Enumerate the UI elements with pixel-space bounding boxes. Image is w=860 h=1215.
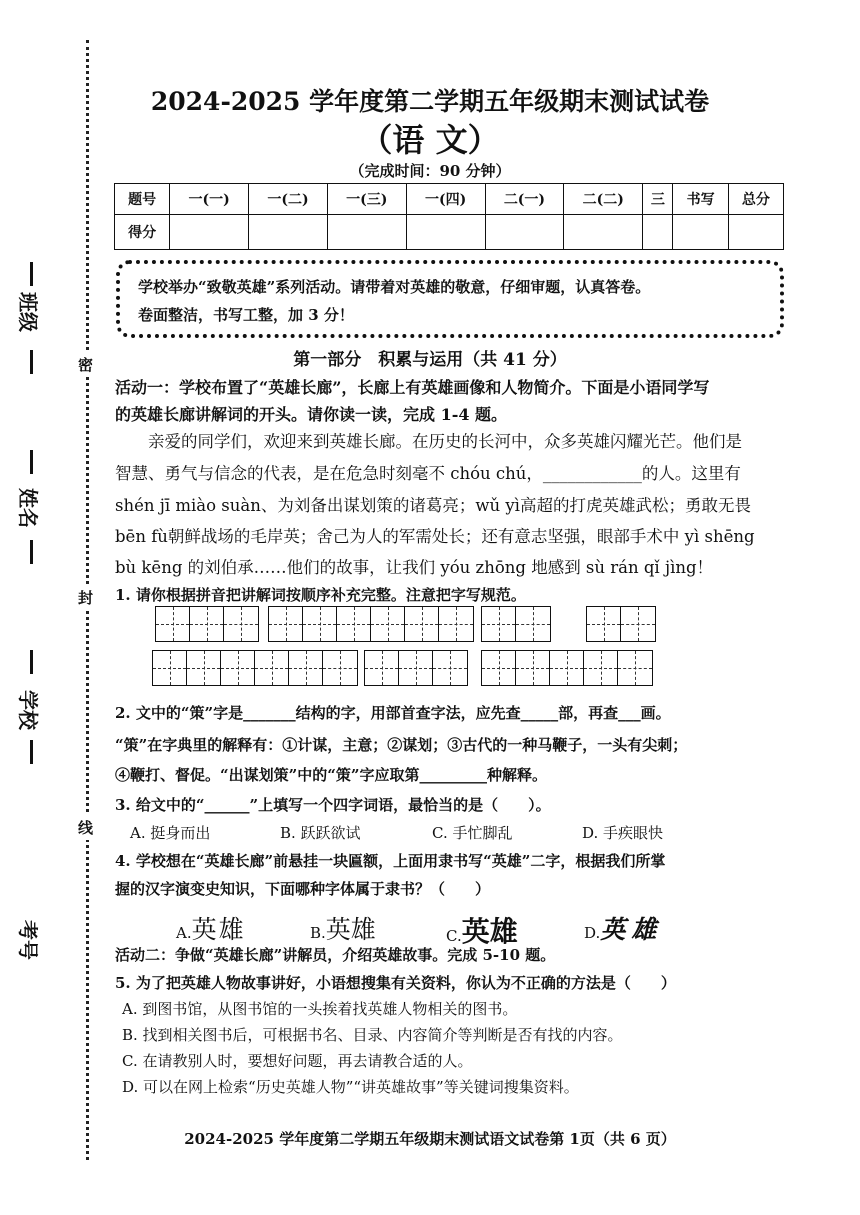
- grid-cell[interactable]: [371, 607, 405, 641]
- score-table-score-row: [115, 215, 784, 250]
- q4-option-a[interactable]: [176, 910, 246, 946]
- score-header-cell: 题号: [115, 184, 170, 215]
- grid-cell[interactable]: [482, 651, 516, 685]
- answer-grid-wuyi[interactable]: [481, 606, 551, 642]
- question-5: 5. 为了把英雄人物故事讲好，小语想搜集有关资料，你认为不正确的方法是（ ）: [115, 974, 676, 992]
- grid-cell[interactable]: [221, 651, 255, 685]
- q5-option-b[interactable]: B. 找到相关图书后，可根据书名、目录、内容简介等判断是否有找的内容。: [122, 1026, 623, 1044]
- binding-mark-xian: 线: [78, 815, 93, 840]
- q3-option-d[interactable]: D. 手疾眼快: [582, 824, 664, 842]
- passage-line-4: bēn fù朝鲜战场的毛岸英；舍己为人的军需处长；还有意志坚强，眼部手术中 yì shēng: [115, 527, 755, 546]
- grid-cell[interactable]: [153, 651, 187, 685]
- q5-option-d[interactable]: D. 可以在网上检索“历史英雄人物”“讲英雄故事”等关键词搜集资料。: [122, 1078, 579, 1096]
- score-cell[interactable]: [406, 215, 485, 250]
- school-field-line-2[interactable]: [30, 740, 33, 764]
- answer-grid-youzhong[interactable]: [364, 650, 468, 686]
- answer-grid-shenjimiaosuan[interactable]: [268, 606, 474, 642]
- score-cell[interactable]: [728, 215, 783, 250]
- grid-cell[interactable]: [405, 607, 439, 641]
- score-header-cell: 三: [643, 184, 673, 215]
- grid-cell[interactable]: [365, 651, 399, 685]
- part1-heading: 第一部分 积累与运用（共 41 分）: [293, 350, 567, 370]
- notice-line-1: 学校举办“致敬英雄”系列活动。请带着对英雄的敬意，仔细审题，认真答卷。: [138, 278, 651, 296]
- grid-cell[interactable]: [516, 651, 550, 685]
- q4-option-c-glyph: 英雄: [461, 915, 518, 948]
- q3-option-b[interactable]: B. 跃跃欲试: [280, 824, 361, 842]
- question-4-line-2: 握的汉字演变史知识，下面哪种字体属于隶书？（ ）: [115, 880, 491, 898]
- score-header-cell: 二(一): [485, 184, 564, 215]
- exam-subject: （语 文）: [360, 121, 500, 159]
- grid-cell[interactable]: [587, 607, 621, 641]
- grid-cell[interactable]: [156, 607, 190, 641]
- q5-option-c[interactable]: C. 在请教别人时，要想好问题，再去请教合适的人。: [122, 1052, 473, 1070]
- school-label: 学校: [16, 690, 40, 730]
- question-2-line-1: 2. 文中的“策”字是_______结构的字，用部首查字法，应先查_____部，再查___画。: [115, 704, 671, 722]
- score-table: [114, 183, 784, 250]
- grid-cell[interactable]: [621, 607, 655, 641]
- grid-cell[interactable]: [289, 651, 323, 685]
- question-1: 1. 请你根据拼音把讲解词按顺序补充完整。注意把字写规范。: [115, 586, 526, 604]
- q4-option-a-glyph: 英雄: [191, 915, 246, 944]
- grid-cell[interactable]: [439, 607, 473, 641]
- score-header-cell: 一(一): [170, 184, 249, 215]
- grid-cell[interactable]: [224, 607, 258, 641]
- grid-cell[interactable]: [433, 651, 467, 685]
- q3-option-c[interactable]: C. 手忙脚乱: [432, 824, 513, 842]
- q4-option-d[interactable]: [584, 910, 662, 946]
- passage-line-5: bù kēng 的刘伯承……他们的故事，让我们 yóu zhōng 地感到 sù rán qǐ jìng！: [115, 558, 714, 577]
- passage-line-1: 亲爱的同学们，欢迎来到英雄长廊。在历史的长河中，众多英雄闪耀光芒。他们是: [115, 432, 742, 451]
- score-cell[interactable]: [673, 215, 728, 250]
- grid-cell[interactable]: [337, 607, 371, 641]
- school-field-line[interactable]: [30, 650, 33, 674]
- grid-cell[interactable]: [482, 607, 516, 641]
- score-header-cell: 一(二): [249, 184, 328, 215]
- q5-option-a[interactable]: A. 到图书馆，从图书馆的一头挨着找英雄人物相关的图书。: [122, 1000, 518, 1018]
- grid-cell[interactable]: [187, 651, 221, 685]
- binding-mark-mi: 密: [78, 352, 93, 377]
- score-cell[interactable]: [643, 215, 673, 250]
- q3-option-a[interactable]: A. 挺身而出: [130, 824, 211, 842]
- score-cell[interactable]: [485, 215, 564, 250]
- q4-option-a-letter: A.: [176, 924, 192, 942]
- answer-grid-benfu[interactable]: [586, 606, 656, 642]
- notice-box: [116, 260, 784, 338]
- grid-cell[interactable]: [323, 651, 357, 685]
- activity1-line-1: 活动一：学校布置了“英雄长廊”，长廊上有英雄画像和人物简介。下面是小语同学写: [115, 378, 710, 397]
- grid-cell[interactable]: [255, 651, 289, 685]
- passage-line-2: 智慧、勇气与信念的代表，是在危急时刻毫不 chóu chú，____________的人。这里有: [115, 464, 741, 483]
- grid-cell[interactable]: [516, 607, 550, 641]
- class-label: 班级: [16, 292, 40, 332]
- name-label: 姓名: [16, 488, 40, 528]
- question-2-line-3: ④鞭打、督促。“出谋划策”中的“策”字应取第_________种解释。: [115, 766, 548, 784]
- grid-cell[interactable]: [190, 607, 224, 641]
- score-cell[interactable]: [327, 215, 406, 250]
- grid-cell[interactable]: [303, 607, 337, 641]
- page-footer: 2024-2025 学年度第二学期五年级期末测试语文试卷第 1页（共 6 页）: [184, 1130, 676, 1148]
- score-header-cell: 一(三): [327, 184, 406, 215]
- q4-option-c-letter: C.: [446, 927, 462, 945]
- grid-cell[interactable]: [584, 651, 618, 685]
- q4-option-b-letter: B.: [310, 924, 326, 942]
- grid-cell[interactable]: [550, 651, 584, 685]
- question-2-line-2: “策”在字典里的解释有：①计谋，主意；②谋划；③古代的一种马鞭子，一头有尖刺；: [115, 736, 688, 754]
- score-header-cell: 书写: [673, 184, 728, 215]
- name-field-line[interactable]: [30, 450, 33, 474]
- grid-cell[interactable]: [269, 607, 303, 641]
- score-cell[interactable]: [249, 215, 328, 250]
- score-header-cell: 二(二): [564, 184, 643, 215]
- grid-cell[interactable]: [399, 651, 433, 685]
- passage-line-3: shén jī miào suàn、为刘备出谋划策的诸葛亮；wǔ yì高超的打虎英雄武松；勇敢无畏: [115, 496, 751, 515]
- grid-cell[interactable]: [618, 651, 652, 685]
- name-field-line-2[interactable]: [30, 540, 33, 564]
- score-header-cell: 总分: [728, 184, 783, 215]
- score-header-cell: 一(四): [406, 184, 485, 215]
- answer-grid-surangijing[interactable]: [481, 650, 653, 686]
- q4-option-b[interactable]: [310, 910, 376, 946]
- exam-no-label: 考号: [16, 920, 40, 960]
- score-row-label: 得分: [115, 215, 170, 250]
- notice-line-2: 卷面整洁，书写工整，加 3 分！: [138, 306, 354, 324]
- score-table-header-row: [115, 184, 784, 215]
- q4-option-d-letter: D.: [584, 924, 601, 942]
- question-4-line-1: 4. 学校想在“英雄长廊”前悬挂一块匾额，上面用隶书写“英雄”二字，根据我们所掌: [115, 852, 666, 870]
- answer-grid-chouchu[interactable]: [155, 606, 259, 642]
- activity1-line-2: 的英雄长廊讲解词的开头。请你读一读，完成 1-4 题。: [115, 405, 508, 424]
- q4-option-b-glyph: 英雄: [325, 917, 376, 944]
- activity2-line: 活动二：争做“英雄长廊”讲解员，介绍英雄故事。完成 5-10 题。: [115, 946, 556, 964]
- q4-option-d-glyph: 英雄: [600, 915, 663, 944]
- exam-time: （完成时间：90 分钟）: [349, 162, 511, 180]
- score-cell[interactable]: [170, 215, 249, 250]
- question-3: 3. 给文中的“______”上填写一个四字词语，最恰当的是（ ）。: [115, 796, 551, 814]
- class-field-line[interactable]: [30, 262, 33, 286]
- score-cell[interactable]: [564, 215, 643, 250]
- binding-mark-feng: 封: [78, 585, 93, 610]
- answer-grid-yishengbukeng[interactable]: [152, 650, 358, 686]
- exam-title: 2024-2025 学年度第二学期五年级期末测试试卷: [150, 87, 710, 116]
